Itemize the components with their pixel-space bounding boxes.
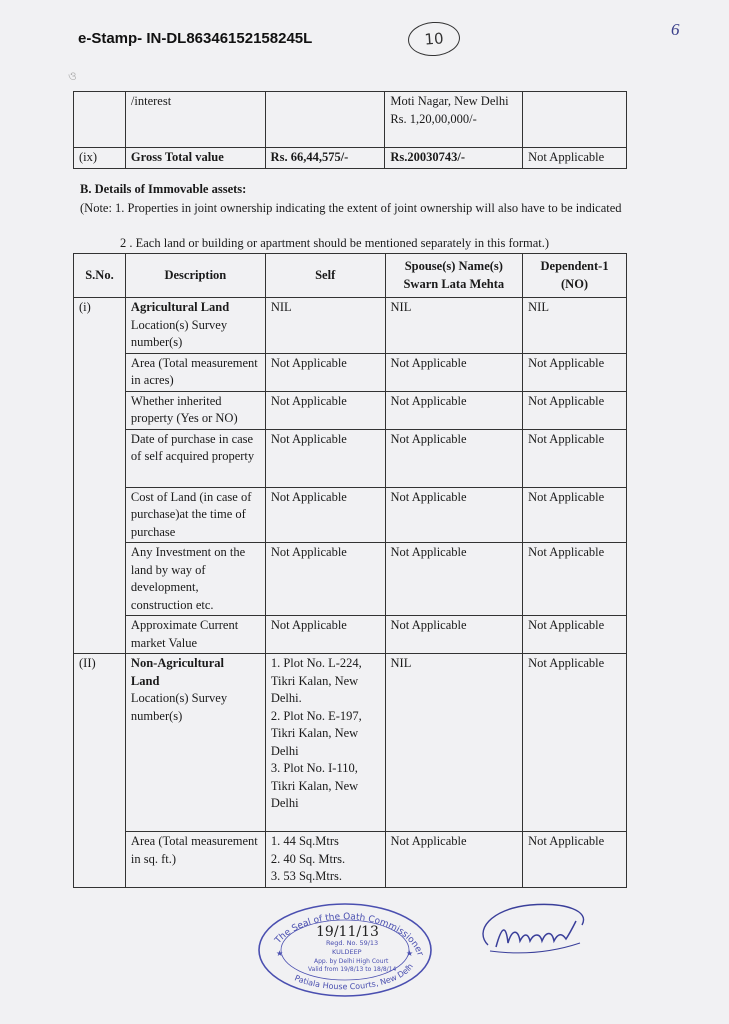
svg-text:19/11/13: 19/11/13 [316,924,379,940]
sno-cell [74,92,126,148]
plot-entry: 1. Plot No. L-224, Tikri Kalan, New Delhi. [270,656,362,705]
area-entry: 2. 40 Sq. Mtrs. [270,851,346,866]
header-sno: S.No. [74,254,126,298]
description-cell: Cost of Land (in case of purchase)at the time of purchase [125,487,265,543]
spouse-cell: Not Applicable [385,353,523,391]
description-title: Non-Agricultural Land [130,656,224,688]
spouse-cell: Not Applicable [385,391,523,429]
self-cell: NIL [265,298,385,354]
dependent-cell: Not Applicable [523,148,627,169]
dependent-cell [523,92,627,148]
plot-entry: 2. Plot No. E-197, Tikri Kalan, New Delhi [270,708,362,758]
plot-entry: 3. Plot No. I-110, Tikri Kalan, New Delhi [270,761,359,810]
estamp-number: e-Stamp- IN-DL86346152158245L [78,30,313,47]
table-row [74,298,627,354]
table-header-row [74,254,627,298]
sno-cell: (i) [74,298,126,654]
dependent-cell: Not Applicable [523,654,627,832]
self-cell: Not Applicable [265,616,385,654]
header-dependent [523,254,627,298]
spouse-cell: Not Applicable [385,616,523,654]
table-row [74,543,627,616]
spouse-cell: Not Applicable [385,487,523,543]
header-dependent-line2: (NO) [561,276,589,291]
previous-assets-table-continuation [73,91,627,169]
table-row [74,92,627,148]
spouse-cell: Not Applicable [385,832,523,888]
table-row [74,148,627,169]
svg-text:★: ★ [276,949,284,958]
dependent-cell: Not Applicable [523,353,627,391]
note-line-2: 2 . Each land or building or apartment should be mentioned separately in this format.) [120,236,550,250]
sno-cell: (II) [74,654,126,888]
scan-smudge: ও [68,69,77,83]
description-cell: Approximate Current market Value [125,616,265,654]
svg-text:KULDEEP: KULDEEP [332,948,362,956]
self-cell [265,832,385,888]
spouse-cell: NIL [385,298,523,354]
spouse-cell: Moti Nagar, New Delhi Rs. 1,20,00,000/- [385,92,523,148]
handwritten-signature [470,895,600,965]
description-cell: Area (Total measurement in sq. ft.) [125,832,265,888]
description-detail: Location(s) Survey number(s) [130,691,228,723]
spouse-cell: Not Applicable [385,429,523,487]
section-heading: B. Details of Immovable assets: [80,182,247,196]
svg-text:★: ★ [406,949,414,958]
description-cell: Whether inherited property (Yes or NO) [125,391,265,429]
immovable-assets-table [73,253,627,888]
spouse-cell: Rs.20030743/- [385,148,523,169]
svg-text:App. by Delhi High Court: App. by Delhi High Court [314,958,389,965]
description-cell: Area (Total measurement in acres) [125,353,265,391]
self-cell: Not Applicable [265,353,385,391]
description-cell: /interest [125,92,265,148]
svg-text:Regd. No. 59/13: Regd. No. 59/13 [326,939,379,947]
self-cell: Not Applicable [265,391,385,429]
area-entry: 3. 53 Sq.Mtrs. [270,869,343,883]
dependent-cell: Not Applicable [523,832,627,888]
dependent-cell: NIL [523,298,627,354]
header-dependent-line1: Dependent-1 [540,259,609,273]
description-cell: Gross Total value [125,148,265,169]
circled-page-number: 10 [407,20,461,58]
svg-text:The Seal of the Oath Commissio: The Seal of the Oath Commissioner [273,912,425,958]
table-row [74,353,627,391]
note-line-1: (Note: 1. Properties in joint ownership indicating the extent of joint ownership will also have to be indicated [80,201,622,215]
handwritten-page-number: 6 [671,20,680,39]
dependent-cell: Not Applicable [523,429,627,487]
header-self: Self [265,254,385,298]
header-description: Description [125,254,265,298]
description-detail: Location(s) Survey number(s) [130,317,228,349]
description-cell [125,298,265,354]
dependent-cell: Not Applicable [523,616,627,654]
dependent-cell: Not Applicable [523,543,627,616]
svg-text:Patiala House Courts, New Delh: Patiala House Courts, New Delh [293,962,415,992]
area-entry: 1. 44 Sq.Mtrs [270,834,339,848]
description-title: Agricultural Land [130,300,230,314]
dependent-cell: Not Applicable [523,391,627,429]
self-cell [265,654,385,832]
self-cell: Not Applicable [265,487,385,543]
self-cell: Not Applicable [265,543,385,616]
spouse-cell: Not Applicable [385,543,523,616]
table-row [74,391,627,429]
description-cell: Date of purchase in case of self acquired property [125,429,265,487]
oath-commissioner-seal [256,898,434,998]
header-spouse-line1: Spouse(s) Name(s) [404,259,503,273]
svg-text:Valid from 19/8/13 to 18/8/14: Valid from 19/8/13 to 18/8/14 [308,966,397,973]
table-row [74,429,627,487]
header-spouse-line2: Swarn Lata Mehta [403,276,505,291]
table-row [74,654,627,832]
table-row [74,832,627,888]
dependent-cell: Not Applicable [523,487,627,543]
table-row [74,616,627,654]
spouse-cell: NIL [385,654,523,832]
sno-cell: (ix) [74,148,126,169]
description-cell: Any Investment on the land by way of development, construction etc. [125,543,265,616]
self-cell [265,92,385,148]
header-spouse [385,254,523,298]
table-row [74,487,627,543]
self-cell: Not Applicable [265,429,385,487]
description-cell [125,654,265,832]
self-cell: Rs. 66,44,575/- [265,148,385,169]
